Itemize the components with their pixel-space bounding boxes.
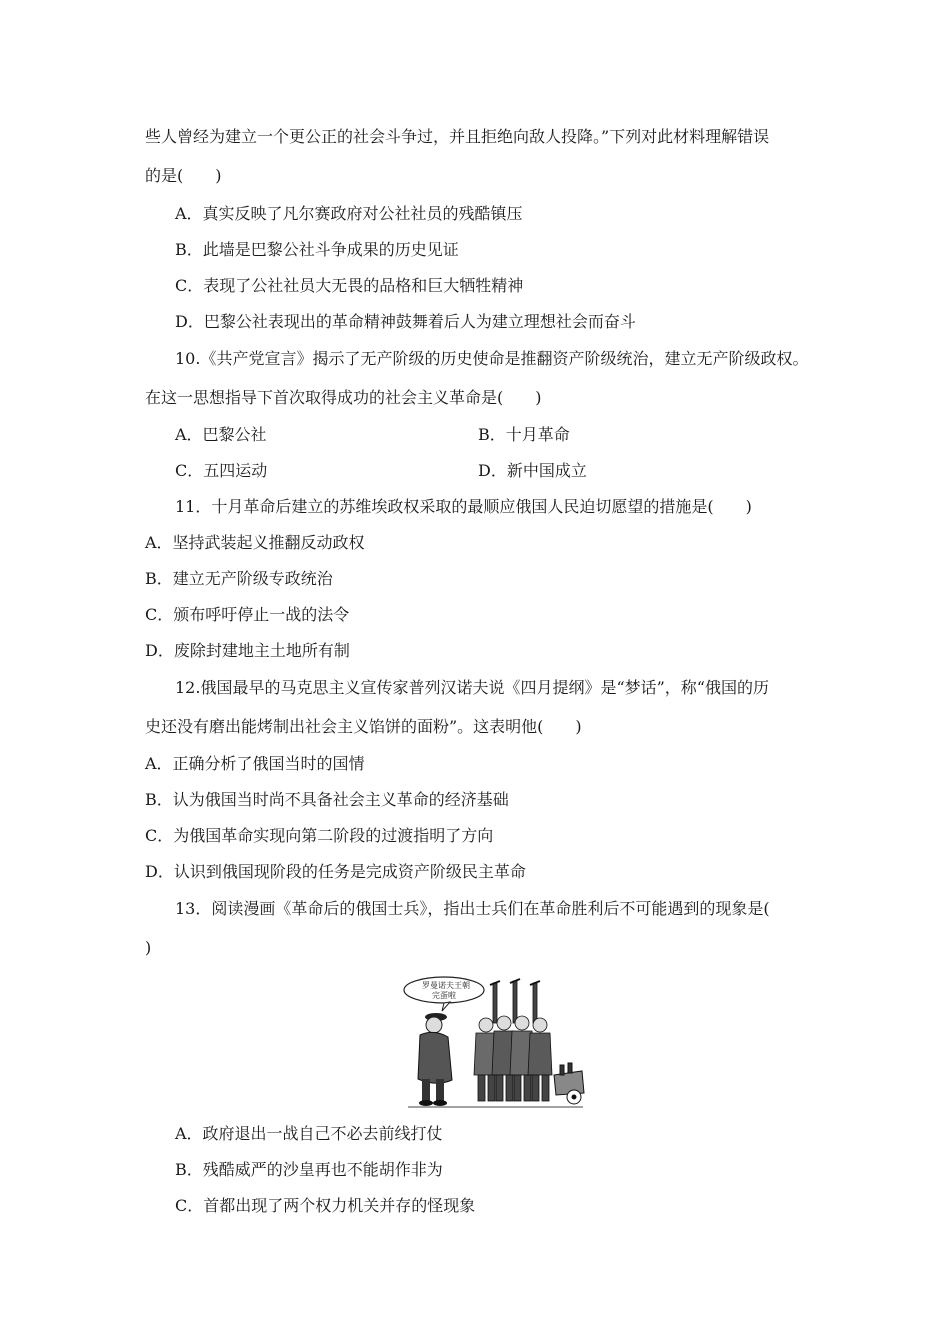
q11-stem: 11．十月革命后建立的苏维埃政权采取的最顺应俄国人民迫切愿望的措施是( ) [175, 497, 752, 516]
q12-option-c: C．为俄国革命实现向第二阶段的过渡指明了方向 [145, 826, 494, 845]
cart [554, 1063, 584, 1104]
q9-stem-line2: 些人曾经为建立一个更公正的社会斗争过，并且拒绝向敌人投降。”下列对此材料理解错误 [145, 127, 770, 146]
q13-stem-line1: 13．阅读漫画《革命后的俄国士兵》，指出士兵们在革命胜利后不可能遇到的现象是( [175, 899, 770, 918]
q12-option-b: B．认为俄国当时尚不具备社会主义革命的经济基础 [145, 790, 509, 809]
q13-option-b: B．残酷威严的沙皇再也不能胡作非为 [175, 1160, 443, 1179]
officer-figure [418, 1013, 452, 1106]
q11-option-b: B．建立无产阶级专政统治 [145, 569, 333, 588]
bubble-text-line2: 完蛋啦 [432, 991, 456, 1000]
q10-option-b: B．十月革命 [478, 425, 570, 444]
q13-option-a: A．政府退出一战自己不必去前线打仗 [175, 1124, 443, 1143]
q11-option-d: D．废除封建地主土地所有制 [145, 641, 350, 660]
q9-option-d: D．巴黎公社表现出的革命精神鼓舞着后人为建立理想社会而奋斗 [175, 312, 636, 331]
q12-stem-line2: 史还没有磨出能烤制出社会主义馅饼的面粉”。这表明他( ) [145, 717, 582, 736]
soldiers-cartoon [398, 975, 588, 1115]
q10-option-c: C．五四运动 [175, 461, 268, 480]
q12-option-d: D．认识到俄国现阶段的任务是完成资产阶级民主革命 [145, 862, 526, 881]
q13-option-c: C．首都出现了两个权力机关并存的怪现象 [175, 1196, 476, 1215]
q9-option-c: C．表现了公社社员大无畏的品格和巨大牺牲精神 [175, 276, 524, 295]
q11-option-c: C．颁布呼吁停止一战的法令 [145, 605, 350, 624]
q10-stem-line2: 在这一思想指导下首次取得成功的社会主义革命是( ) [145, 388, 542, 407]
q9-option-a: A．真实反映了凡尔赛政府对公社社员的残酷镇压 [175, 204, 523, 223]
bubble-text-line1: 罗曼诺夫王朝 [422, 981, 470, 990]
q10-option-d: D．新中国成立 [478, 461, 587, 480]
q11-option-a: A．坚持武装起义推翻反动政权 [145, 533, 365, 552]
q10-option-a: A．巴黎公社 [175, 425, 267, 444]
q10-stem-line1: 10.《共产党宣言》揭示了无产阶级的历史使命是推翻资产阶级统治，建立无产阶级政权。 [175, 349, 809, 368]
q9-option-b: B．此墙是巴黎公社斗争成果的历史见证 [175, 240, 459, 259]
q12-option-a: A．正确分析了俄国当时的国情 [145, 754, 365, 773]
q9-stem-line3: 的是( ) [145, 166, 222, 185]
q13-stem-line2: ) [145, 938, 152, 957]
q12-stem-line1: 12.俄国最早的马克思主义宣传家普列汉诺夫说《四月提纲》是“梦话”，称“俄国的历 [175, 678, 769, 697]
soldiers-group [474, 979, 552, 1101]
